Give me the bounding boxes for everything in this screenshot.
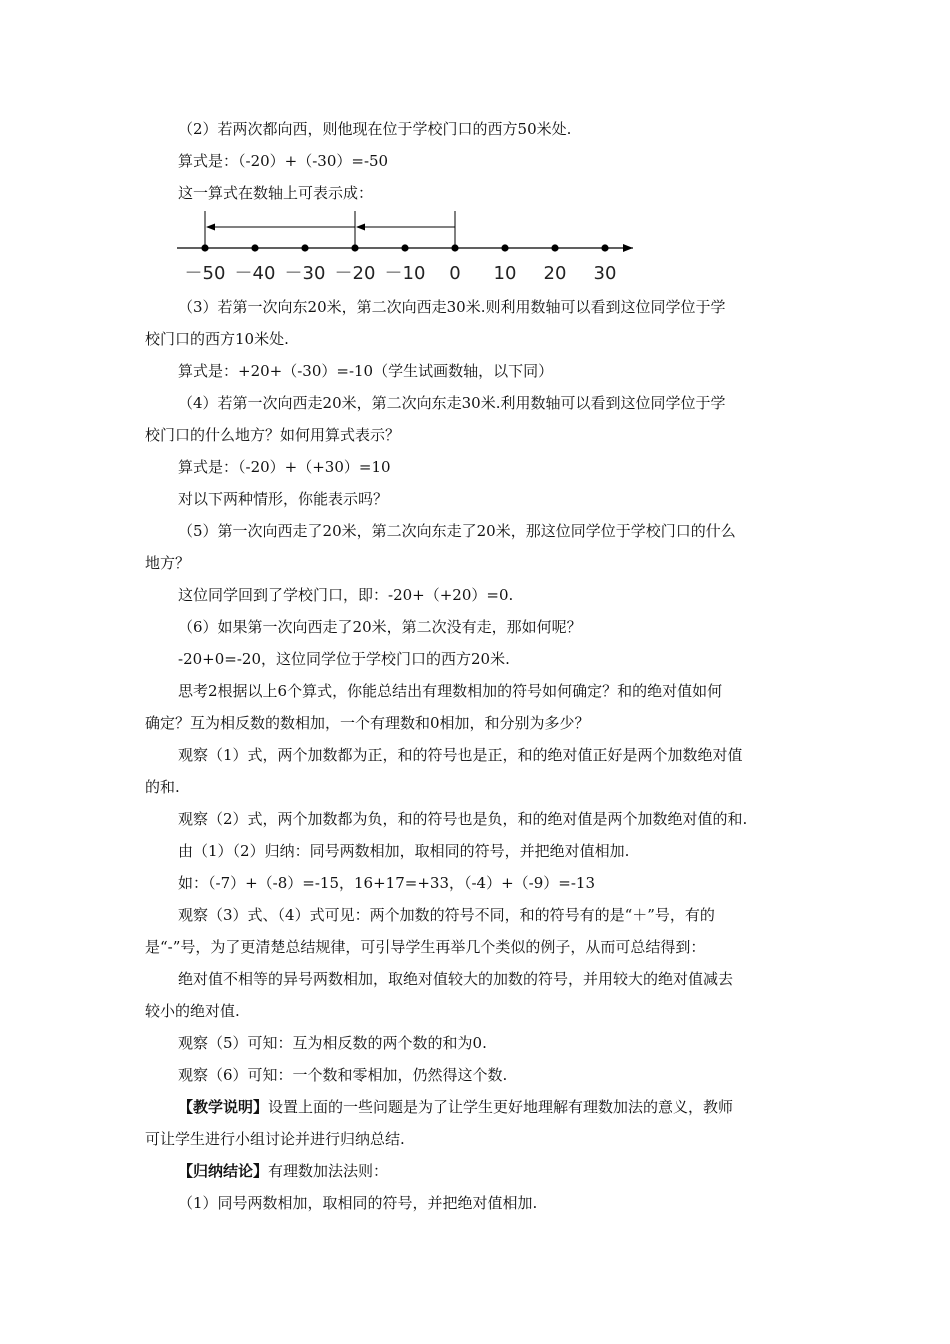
paragraph-cont: 确定？互为相反数的数相加，一个有理数和0相加，和分别为多少？	[145, 714, 590, 732]
equation-line: 算式是：+20+（-30）=-10（学生试画数轴，以下同）	[178, 362, 554, 380]
number-line-point	[601, 244, 608, 251]
number-line-point	[501, 244, 508, 251]
paragraph: 绝对值不相等的异号两数相加，取绝对值较大的加数的符号，并用较大的绝对值减去	[178, 970, 734, 988]
teaching-note	[145, 1091, 815, 1123]
number-line-tick-label: －50	[184, 263, 226, 284]
paragraph: 这一算式在数轴上可表示成：	[178, 184, 374, 202]
number-line-tick-label: 20	[543, 263, 567, 284]
equation-line: -20+0=-20，这位同学位于学校门口的西方20米.	[178, 650, 510, 668]
paragraph: 思考2根据以上6个算式，你能总结出有理数相加的符号如何确定？和的绝对值如何	[178, 682, 723, 700]
paragraph: （4）若第一次向西走20米，第二次向东走30米.利用数轴可以看到这位同学位于学	[178, 394, 726, 412]
paragraph: 观察（1）式，两个加数都为正，和的符号也是正，和的绝对值正好是两个加数绝对值	[178, 746, 743, 764]
paragraph: （1）同号两数相加，取相同的符号，并把绝对值相加.	[178, 1194, 538, 1212]
conclusion-tag: 【归纳结论】	[178, 1162, 269, 1180]
paragraph-cont: 校门口的什么地方？如何用算式表示？	[145, 426, 401, 444]
paragraph: 对以下两种情形，你能表示吗？	[178, 490, 389, 508]
number-line-figure	[145, 211, 815, 291]
number-line-tick-label: 10	[493, 263, 517, 284]
paragraph: （5）第一次向西走了20米，第二次向东走了20米，那这位同学位于学校门口的什么	[178, 522, 736, 540]
number-line-tick-label: －40	[234, 263, 276, 284]
paragraph-cont: 可让学生进行小组讨论并进行归纳总结.	[145, 1130, 405, 1148]
equation-line: 如：（-7）+（-8）=-15，16+17=+33，（-4）+（-9）=-13	[178, 874, 595, 892]
paragraph: 观察（2）式，两个加数都为负，和的符号也是负，和的绝对值是两个加数绝对值的和.	[178, 810, 748, 828]
axis-arrowhead	[623, 244, 633, 252]
teaching-note-tag: 【教学说明】	[178, 1098, 269, 1116]
number-line-tick-label: －10	[384, 263, 426, 284]
number-line-tick-label: －20	[334, 263, 376, 284]
number-line-svg	[145, 211, 815, 291]
paragraph-cont: 校门口的西方10米处.	[145, 330, 289, 348]
number-line-tick-label: －30	[284, 263, 326, 284]
paragraph: （2）若两次都向西，则他现在位于学校门口的西方50米处.	[178, 120, 572, 138]
conclusion-note	[145, 1155, 815, 1187]
paragraph: 观察（5）可知：互为相反数的两个数的和为0.	[178, 1034, 487, 1052]
number-line-tick-label: 0	[449, 263, 461, 284]
document-body	[145, 113, 815, 1219]
conclusion-text: 有理数加法法则：	[268, 1162, 389, 1180]
equation-line: 算式是：（-20）+（-30）=-50	[178, 152, 389, 170]
paragraph: （3）若第一次向东20米，第二次向西走30米.则利用数轴可以看到这位同学位于学	[178, 298, 726, 316]
equation-line: 这位同学回到了学校门口，即：-20+（+20）=0.	[178, 586, 514, 604]
paragraph: 由（1）（2）归纳：同号两数相加，取相同的符号，并把绝对值相加.	[178, 842, 630, 860]
paragraph-cont: 是“-”号，为了更清楚总结规律，可引导学生再举几个类似的例子，从而可总结得到：	[145, 938, 706, 956]
paragraph-cont: 较小的绝对值.	[145, 1002, 240, 1020]
movement-arrowhead	[206, 224, 215, 231]
number-line-point	[401, 244, 408, 251]
paragraph-cont: 地方？	[145, 554, 191, 572]
paragraph-cont: 的和.	[145, 778, 180, 796]
teaching-note-text: 设置上面的一些问题是为了让学生更好地理解有理数加法的意义，教师	[268, 1098, 734, 1116]
number-line-point	[551, 244, 558, 251]
paragraph: 观察（3）式、（4）式可见：两个加数的符号不同，和的符号有的是“＋”号，有的	[178, 906, 715, 924]
movement-arrowhead	[356, 224, 365, 231]
paragraph: 观察（6）可知：一个数和零相加，仍然得这个数.	[178, 1066, 508, 1084]
number-line-tick-label: 30	[593, 263, 617, 284]
equation-line: 算式是：（-20）+（+30）=10	[178, 458, 391, 476]
number-line-point	[251, 244, 258, 251]
paragraph: （6）如果第一次向西走了20米，第二次没有走，那如何呢？	[178, 618, 582, 636]
number-line-point	[301, 244, 308, 251]
